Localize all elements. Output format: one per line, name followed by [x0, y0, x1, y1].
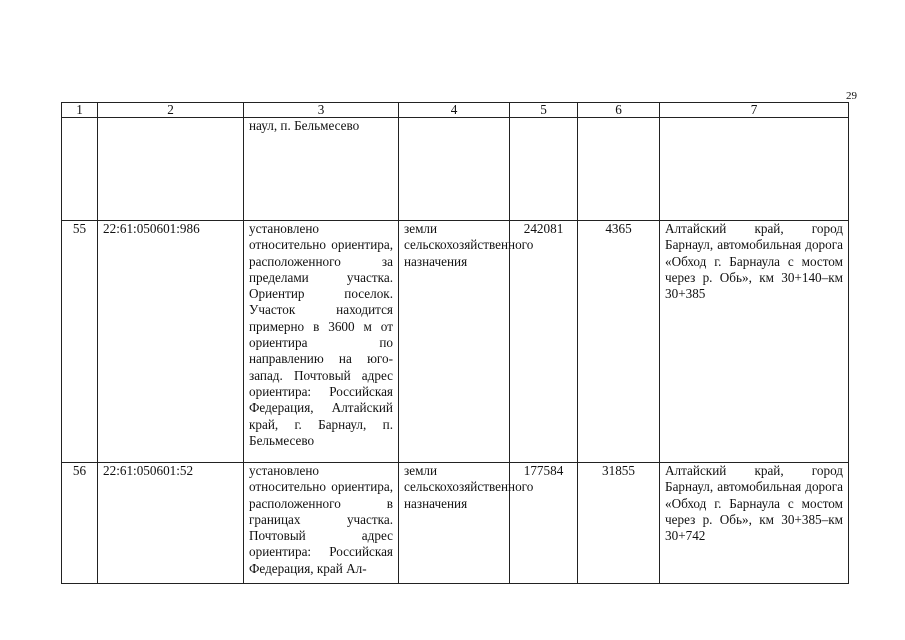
area-withdrawn-cell: 4365	[578, 221, 660, 463]
area-total-cell	[510, 118, 578, 221]
cadastral-number-cell	[98, 118, 244, 221]
table-row	[62, 463, 849, 584]
column-header: 4	[399, 103, 510, 118]
table-row	[62, 118, 849, 221]
page-number: 29	[846, 90, 857, 102]
object-address-cell: Алтайский край, город Барнаул, автомобильная дорога «Обход г. Барнаула с мостом через р. Обь», км 30+385–км 30+742	[660, 463, 849, 584]
column-header: 5	[510, 103, 578, 118]
area-total-cell: 242081	[510, 221, 578, 463]
table-header-row	[62, 103, 849, 118]
row-number-cell	[62, 118, 98, 221]
area-withdrawn-cell	[578, 118, 660, 221]
column-header: 2	[98, 103, 244, 118]
row-number-cell: 56	[62, 463, 98, 584]
land-category-cell	[399, 118, 510, 221]
location-cell: наул, п. Бельмесево	[244, 118, 399, 221]
area-total-cell: 177584	[510, 463, 578, 584]
location-cell: установлено относительно ориентира, расположенного за пределами участка. Ориентир поселок. Участок находится примерно в 3600 м от ориентира по направлению на юго-запад. Почтовый адрес ориентира: Российская Федерация, Алтайский край, г. Барнаул, п. Бельмесево	[244, 221, 399, 463]
cadastral-number-cell: 22:61:050601:52	[98, 463, 244, 584]
row-number-cell: 55	[62, 221, 98, 463]
table-row	[62, 221, 849, 463]
column-header: 6	[578, 103, 660, 118]
column-header: 1	[62, 103, 98, 118]
location-cell: установлено относительно ориентира, расположенного в границах участка. Почтовый адрес ориентира: Российская Федерация, край Ал-	[244, 463, 399, 584]
object-address-cell	[660, 118, 849, 221]
column-header: 3	[244, 103, 399, 118]
land-plots-table	[61, 102, 849, 584]
cadastral-number-cell: 22:61:050601:986	[98, 221, 244, 463]
object-address-cell: Алтайский край, город Барнаул, автомобильная дорога «Обход г. Барнаула с мостом через р. Обь», км 30+140–км 30+385	[660, 221, 849, 463]
column-header: 7	[660, 103, 849, 118]
land-category-cell: земли сельскохозяйственного назначения	[399, 221, 510, 463]
area-withdrawn-cell: 31855	[578, 463, 660, 584]
land-category-cell: земли сельскохозяйственного назначения	[399, 463, 510, 584]
